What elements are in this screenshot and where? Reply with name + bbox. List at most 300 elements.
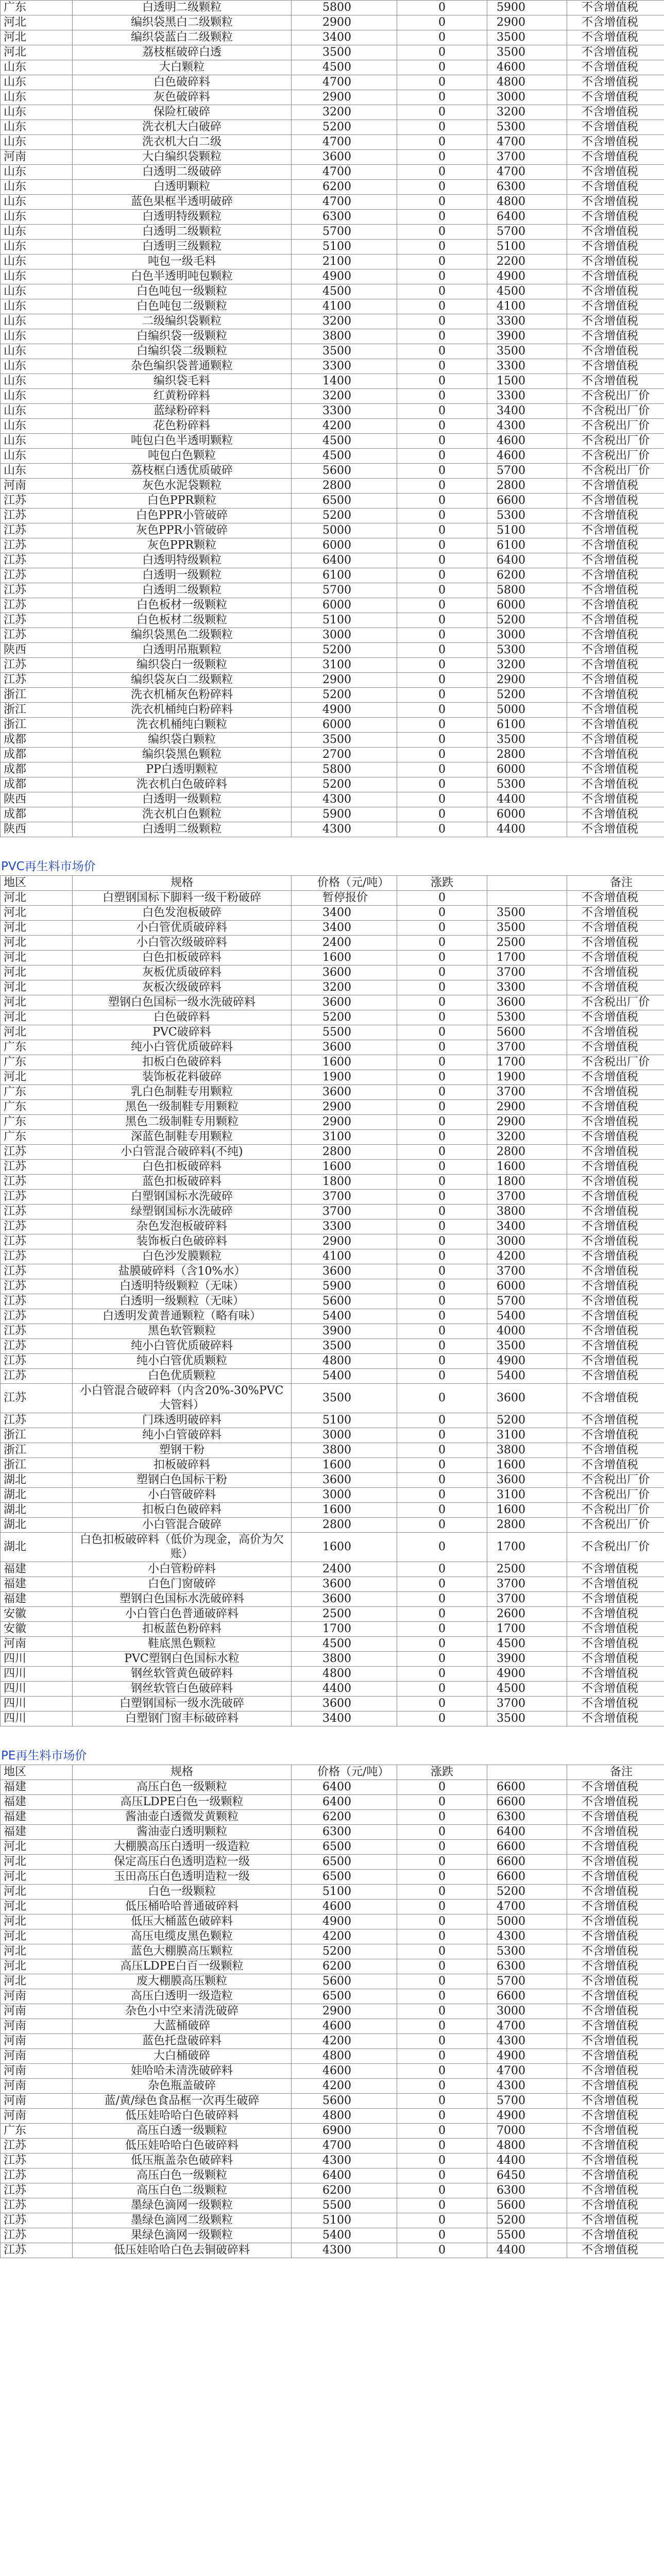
spec-cell: 纯小白管破碎料 [73, 1428, 292, 1443]
price-low-cell: 3500 [292, 45, 397, 60]
price-high-cell: 6600 [487, 1780, 567, 1795]
region-cell: 河北 [1, 1944, 73, 1959]
region-cell: 成都 [1, 807, 73, 822]
note-cell: 不含增值税 [567, 1025, 664, 1040]
table-row [1, 1040, 664, 1055]
spec-cell: 塑钢干粉 [73, 1443, 292, 1458]
note-cell: 不含增值税 [567, 225, 664, 240]
spec-cell: 白透明二级颗粒 [73, 1, 292, 15]
price-high-cell: 5000 [487, 703, 567, 718]
change-cell: 0 [397, 434, 487, 449]
note-cell: 不含增值税 [567, 1900, 664, 1914]
change-cell: 0 [397, 538, 487, 553]
table-row [1, 1085, 664, 1100]
spec-cell: 塑钢白色国标干粉 [73, 1473, 292, 1488]
change-cell: 0 [397, 509, 487, 523]
price-high-cell: 3500 [487, 1711, 567, 1726]
price-high-cell: 4800 [487, 75, 567, 90]
price-low-cell: 3000 [292, 1488, 397, 1503]
spec-cell: 墨绿色滴网一级颗粒 [73, 2198, 292, 2213]
change-cell: 0 [397, 613, 487, 628]
price-low-cell: 3600 [292, 1577, 397, 1592]
region-cell: 福建 [1, 1795, 73, 1810]
region-cell: 山东 [1, 434, 73, 449]
price-low-cell: 3600 [292, 1264, 397, 1279]
note-cell: 不含增值税 [567, 1384, 664, 1413]
price-high-cell: 4400 [487, 792, 567, 807]
table-row [1, 1428, 664, 1443]
change-cell: 0 [397, 1369, 487, 1384]
spec-cell: 蓝/黄/绿色食品框一次再生破碎 [73, 2094, 292, 2109]
table-row [1, 1249, 664, 1264]
price-low-cell: 2800 [292, 1145, 397, 1160]
price-high-cell: 1600 [487, 1503, 567, 1518]
price-low-cell: 1600 [292, 1533, 397, 1562]
table-row [1, 195, 664, 210]
note-cell: 不含增值税 [567, 180, 664, 195]
spec-cell: 杂色小中空来清洗破碎 [73, 2004, 292, 2019]
price-low-cell: 3200 [292, 314, 397, 329]
price-high-cell: 2600 [487, 1607, 567, 1622]
region-cell: 山东 [1, 344, 73, 359]
change-cell: 0 [397, 2183, 487, 2198]
region-cell: 河南 [1, 2049, 73, 2064]
spec-cell: 白色一级颗粒 [73, 1885, 292, 1900]
note-cell: 不含税出厂价 [567, 1503, 664, 1518]
change-cell: 0 [397, 240, 487, 255]
spec-cell: 花色粉碎料 [73, 419, 292, 434]
change-cell: 0 [397, 1324, 487, 1339]
price-low-cell: 1600 [292, 1503, 397, 1518]
note-cell: 不含增值税 [567, 150, 664, 165]
region-cell: 福建 [1, 1577, 73, 1592]
table-row [1, 538, 664, 553]
region-cell: 福建 [1, 1825, 73, 1840]
note-cell: 不含增值税 [567, 748, 664, 762]
note-cell: 不含增值税 [567, 718, 664, 733]
price-low-cell: 5600 [292, 1294, 397, 1309]
table-header-row [1, 1765, 664, 1780]
spec-cell: 钢丝软管白色破碎料 [73, 1682, 292, 1697]
spec-cell: 酱油壶白透明颗粒 [73, 1825, 292, 1840]
note-cell: 不含增值税 [567, 1652, 664, 1667]
table-row [1, 2228, 664, 2243]
price-low-cell: 5400 [292, 2228, 397, 2243]
note-cell: 不含增值税 [567, 613, 664, 628]
price-low-cell: 4700 [292, 135, 397, 150]
note-cell: 不含增值税 [567, 1219, 664, 1234]
note-cell: 不含增值税 [567, 1324, 664, 1339]
region-cell: 成都 [1, 762, 73, 777]
region-cell: 江苏 [1, 2183, 73, 2198]
note-cell: 不含增值税 [567, 1190, 664, 1205]
price-high-cell: 3100 [487, 1428, 567, 1443]
note-cell: 不含增值税 [567, 1840, 664, 1855]
table-row [1, 1369, 664, 1384]
note-cell: 不含增值税 [567, 2079, 664, 2094]
region-cell: 成都 [1, 733, 73, 748]
region-cell: 山东 [1, 314, 73, 329]
table-row [1, 2213, 664, 2228]
change-cell: 0 [397, 807, 487, 822]
note-cell: 不含增值税 [567, 1264, 664, 1279]
change-cell: 0 [397, 1974, 487, 1989]
price-low-cell: 3000 [292, 1428, 397, 1443]
change-cell: 0 [397, 1145, 487, 1160]
spec-cell: 编织袋白一级颗粒 [73, 658, 292, 673]
region-cell: 河南 [1, 2064, 73, 2079]
table-row [1, 553, 664, 568]
price-high-cell: 3900 [487, 1652, 567, 1667]
change-cell: 0 [397, 1562, 487, 1577]
price-low-cell: 5100 [292, 1413, 397, 1428]
change-cell: 0 [397, 225, 487, 240]
change-cell: 0 [397, 2124, 487, 2139]
table-row [1, 1562, 664, 1577]
price-high-cell: 6200 [487, 568, 567, 583]
price-high-cell: 3400 [487, 1219, 567, 1234]
region-cell: 河北 [1, 906, 73, 921]
price-high-cell: 3600 [487, 1384, 567, 1413]
price-high-cell: 5600 [487, 2198, 567, 2213]
spec-cell: 杂色发泡板破碎料 [73, 1219, 292, 1234]
price-low-cell: 4200 [292, 419, 397, 434]
note-cell: 不含增值税 [567, 673, 664, 688]
change-cell: 0 [397, 2019, 487, 2034]
table-row [1, 1810, 664, 1825]
spec-cell: 蓝色果框半透明破碎 [73, 195, 292, 210]
table-row [1, 2079, 664, 2094]
note-cell: 不含税出厂价 [567, 434, 664, 449]
price-high-cell: 6600 [487, 1795, 567, 1810]
price-low-cell: 3400 [292, 1711, 397, 1726]
region-cell: 江苏 [1, 1160, 73, 1175]
price-low-cell: 3400 [292, 906, 397, 921]
region-cell: 河北 [1, 30, 73, 45]
note-cell: 不含增值税 [567, 1339, 664, 1354]
price-high-cell: 4400 [487, 2154, 567, 2168]
region-cell: 河北 [1, 1959, 73, 1974]
price-high-cell: 3700 [487, 1190, 567, 1205]
price-low-cell: 3600 [292, 1040, 397, 1055]
spec-cell: 扣板破碎料 [73, 1458, 292, 1473]
note-cell: 不含增值税 [567, 1010, 664, 1025]
region-cell: 江苏 [1, 1339, 73, 1354]
change-cell: 0 [397, 2154, 487, 2168]
table-row [1, 1130, 664, 1145]
table-row [1, 1518, 664, 1533]
spec-cell: 塑钢白色国标水洗破碎料 [73, 1592, 292, 1607]
note-cell: 不含增值税 [567, 195, 664, 210]
change-cell: 0 [397, 1622, 487, 1637]
region-cell: 山东 [1, 90, 73, 105]
price-low-cell: 6000 [292, 598, 397, 613]
change-cell: 0 [397, 1870, 487, 1885]
price-high-cell: 1700 [487, 1055, 567, 1070]
region-cell: 江苏 [1, 628, 73, 643]
spec-cell: 黑色二级制鞋专用颗粒 [73, 1115, 292, 1130]
price-low-cell: 3900 [292, 1324, 397, 1339]
region-cell: 江苏 [1, 1249, 73, 1264]
note-cell: 不含增值税 [567, 2094, 664, 2109]
spec-cell: 小白管混合破碎料(不纯) [73, 1145, 292, 1160]
table-row [1, 344, 664, 359]
region-cell: 江苏 [1, 1264, 73, 1279]
change-cell: 0 [397, 45, 487, 60]
change-cell: 0 [397, 628, 487, 643]
price-low-cell: 3600 [292, 965, 397, 980]
table-row [1, 284, 664, 299]
table-row [1, 1503, 664, 1518]
price-high-cell: 5900 [487, 1, 567, 15]
price-low-cell: 3700 [292, 1190, 397, 1205]
table-row [1, 1974, 664, 1989]
region-cell: 山东 [1, 404, 73, 419]
note-cell: 不含增值税 [567, 1160, 664, 1175]
region-cell: 山东 [1, 165, 73, 180]
spec-cell: 低压娃哈哈白色破碎料 [73, 2109, 292, 2124]
price-high-cell: 3500 [487, 45, 567, 60]
note-cell: 不含增值税 [567, 538, 664, 553]
note-cell: 不含增值税 [567, 299, 664, 314]
table-row [1, 1989, 664, 2004]
price-low-cell: 4100 [292, 1249, 397, 1264]
change-cell: 0 [397, 1503, 487, 1518]
table-row [1, 15, 664, 30]
note-cell: 不含增值税 [567, 777, 664, 792]
table-row [1, 150, 664, 165]
region-cell: 江苏 [1, 509, 73, 523]
note-cell: 不含增值税 [567, 523, 664, 538]
note-cell: 不含增值税 [567, 1914, 664, 1929]
table-row [1, 718, 664, 733]
spec-cell: 大白编织袋颗粒 [73, 150, 292, 165]
table-row [1, 906, 664, 921]
note-cell: 不含增值税 [567, 1577, 664, 1592]
note-cell: 不含增值税 [567, 1, 664, 15]
region-cell: 河北 [1, 1010, 73, 1025]
price-high-cell: 4800 [487, 195, 567, 210]
price-low-cell: 4100 [292, 299, 397, 314]
region-cell: 江苏 [1, 523, 73, 538]
table-row [1, 374, 664, 389]
spec-cell: 黑色软管颗粒 [73, 1324, 292, 1339]
table-row [1, 1324, 664, 1339]
spec-cell: 白透明发黄普通颗粒（略有味） [73, 1309, 292, 1324]
price-high-cell: 2800 [487, 1518, 567, 1533]
table-row [1, 1309, 664, 1324]
table-row [1, 1780, 664, 1795]
change-cell: 0 [397, 1989, 487, 2004]
table-row [1, 688, 664, 703]
change-cell: 0 [397, 165, 487, 180]
price-low-cell: 3300 [292, 404, 397, 419]
change-cell: 0 [397, 1010, 487, 1025]
change-cell: 0 [397, 733, 487, 748]
price-low-cell: 5700 [292, 583, 397, 598]
spec-cell: 杂色瓶盖破碎 [73, 2079, 292, 2094]
price-high-cell: 4500 [487, 284, 567, 299]
note-cell: 不含增值税 [567, 269, 664, 284]
price-high-cell: 4000 [487, 1324, 567, 1339]
region-cell: 河北 [1, 921, 73, 936]
spec-cell: 洗衣机桶灰色粉碎料 [73, 688, 292, 703]
price-high-cell: 6600 [487, 494, 567, 509]
price-low-cell: 3400 [292, 921, 397, 936]
change-cell: 0 [397, 1518, 487, 1533]
note-cell: 不含增值税 [567, 1959, 664, 1974]
region-cell: 山东 [1, 135, 73, 150]
price-high-cell: 4300 [487, 2034, 567, 2049]
table-row [1, 180, 664, 195]
price-high-cell: 5300 [487, 777, 567, 792]
price-high-cell: 3100 [487, 1488, 567, 1503]
region-cell: 江苏 [1, 2243, 73, 2258]
note-cell: 不含增值税 [567, 1974, 664, 1989]
note-cell: 不含增值税 [567, 1697, 664, 1711]
price-high-cell: 3300 [487, 980, 567, 995]
price-high-cell: 5300 [487, 1944, 567, 1959]
price-high-cell: 4600 [487, 449, 567, 464]
region-cell: 山东 [1, 180, 73, 195]
price-low-cell: 4600 [292, 2019, 397, 2034]
table-row [1, 703, 664, 718]
spec-cell: 白色PPR小管破碎 [73, 509, 292, 523]
note-cell: 不含增值税 [567, 284, 664, 299]
change-cell: 0 [397, 15, 487, 30]
price-low-cell: 2900 [292, 1234, 397, 1249]
price-low-cell: 3600 [292, 1592, 397, 1607]
price-low-cell: 4600 [292, 2064, 397, 2079]
table-row [1, 1, 664, 15]
spec-cell: 白色沙发膜颗粒 [73, 1249, 292, 1264]
region-cell: 河南 [1, 2019, 73, 2034]
spec-cell: 白色吨包一级颗粒 [73, 284, 292, 299]
spec-cell: 编织袋黑白二级颗粒 [73, 15, 292, 30]
table-row [1, 240, 664, 255]
change-cell: 0 [397, 792, 487, 807]
change-cell: 0 [397, 2079, 487, 2094]
note-cell: 不含税出厂价 [567, 995, 664, 1010]
region-cell: 河北 [1, 1900, 73, 1914]
price-low-cell: 2700 [292, 748, 397, 762]
table-row [1, 1697, 664, 1711]
note-cell: 不含增值税 [567, 703, 664, 718]
table-row [1, 965, 664, 980]
change-cell: 0 [397, 906, 487, 921]
spec-cell: 高压白透明一级造粒 [73, 1989, 292, 2004]
change-cell: 0 [397, 2228, 487, 2243]
price-low-cell: 4900 [292, 1914, 397, 1929]
table-row [1, 822, 664, 837]
price-high-cell: 6300 [487, 2183, 567, 2198]
price-high-cell: 1600 [487, 1160, 567, 1175]
price-high-cell: 3700 [487, 1697, 567, 1711]
price-low-cell: 4500 [292, 449, 397, 464]
note-cell: 不含增值税 [567, 936, 664, 951]
change-cell: 0 [397, 195, 487, 210]
spec-cell: 小白管破碎料 [73, 1488, 292, 1503]
table-row [1, 1055, 664, 1070]
table-row [1, 225, 664, 240]
note-cell: 不含增值税 [567, 1413, 664, 1428]
region-cell: 河南 [1, 479, 73, 494]
region-cell: 广东 [1, 1100, 73, 1115]
price-low-cell: 5400 [292, 1369, 397, 1384]
note-cell: 不含增值税 [567, 1944, 664, 1959]
price-low-cell: 5800 [292, 762, 397, 777]
table-row [1, 2004, 664, 2019]
region-cell: 山东 [1, 210, 73, 225]
price-high-cell: 6000 [487, 807, 567, 822]
change-cell: 0 [397, 284, 487, 299]
spec-cell: 蓝色大棚膜高压颗粒 [73, 1944, 292, 1959]
note-cell: 不含增值税 [567, 1458, 664, 1473]
price-low-cell: 4500 [292, 284, 397, 299]
change-cell: 0 [397, 1160, 487, 1175]
change-cell: 0 [397, 135, 487, 150]
table-row [1, 2064, 664, 2079]
price-high-cell: 3000 [487, 90, 567, 105]
spec-cell: 白色扣板破碎料 [73, 951, 292, 965]
region-cell: 江苏 [1, 1384, 73, 1413]
change-cell: 0 [397, 980, 487, 995]
header-region-cell: 地区 [1, 876, 73, 891]
change-cell: 0 [397, 1294, 487, 1309]
change-cell: 0 [397, 344, 487, 359]
note-cell: 不含增值税 [567, 2228, 664, 2243]
price-low-cell: 5600 [292, 2094, 397, 2109]
section-gap [0, 1726, 664, 1747]
region-cell: 江苏 [1, 1219, 73, 1234]
note-cell: 不含增值税 [567, 314, 664, 329]
price-high-cell: 5300 [487, 509, 567, 523]
change-cell: 0 [397, 1384, 487, 1413]
price-high-cell: 4100 [487, 299, 567, 314]
header-price-high-cell [487, 1765, 567, 1780]
price-low-cell: 1600 [292, 951, 397, 965]
price-low-cell: 6200 [292, 2183, 397, 2198]
table-row [1, 2243, 664, 2258]
region-cell: 广东 [1, 1085, 73, 1100]
table-row [1, 1711, 664, 1726]
table-row [1, 464, 664, 479]
region-cell: 河北 [1, 965, 73, 980]
region-cell: 陕西 [1, 643, 73, 658]
change-cell: 0 [397, 1473, 487, 1488]
table-row [1, 1145, 664, 1160]
price-low-cell: 2500 [292, 1607, 397, 1622]
change-cell: 0 [397, 255, 487, 269]
table-row [1, 628, 664, 643]
price-high-cell: 5200 [487, 2213, 567, 2228]
note-cell: 不含税出厂价 [567, 419, 664, 434]
change-cell: 0 [397, 1855, 487, 1870]
price-low-cell: 6200 [292, 180, 397, 195]
header-spec-cell: 规格 [73, 876, 292, 891]
price-high-cell: 1800 [487, 1175, 567, 1190]
change-cell: 0 [397, 1810, 487, 1825]
note-cell: 不含增值税 [567, 658, 664, 673]
price-high-cell: 3300 [487, 389, 567, 404]
table-row [1, 299, 664, 314]
price-low-cell: 6400 [292, 553, 397, 568]
note-cell: 不含增值税 [567, 568, 664, 583]
spec-cell: 白透明三级颗粒 [73, 240, 292, 255]
note-cell: 不含增值税 [567, 2019, 664, 2034]
price-low-cell: 6900 [292, 2124, 397, 2139]
change-cell: 0 [397, 995, 487, 1010]
